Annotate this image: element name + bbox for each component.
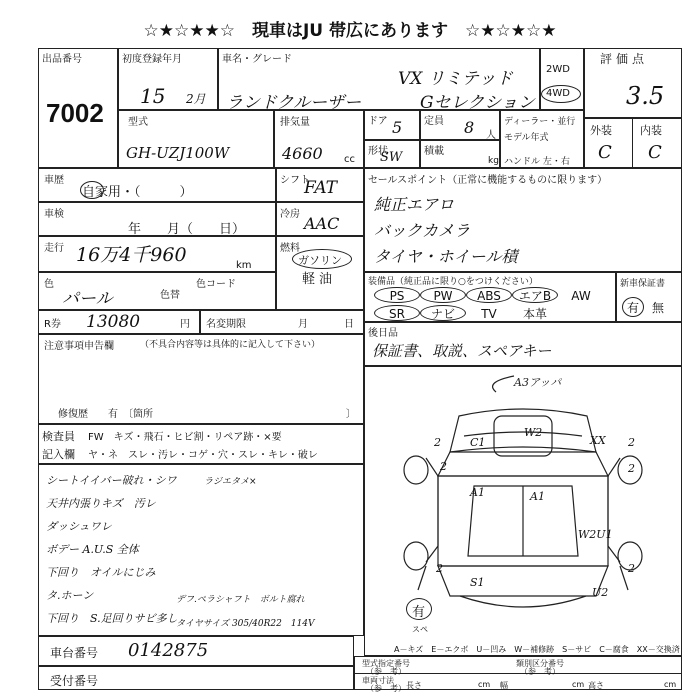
ha-sub: スペ <box>412 625 428 634</box>
displacement-unit: cc <box>344 154 355 165</box>
diagram-legend: A－キズ E－エクボ U－凹み W－補修跡 S－サビ C－腐食 XX－交換済 <box>394 645 680 654</box>
dealer-label: ディーラー・並行 <box>504 117 576 127</box>
title-change-month: 月 <box>298 319 308 330</box>
exterior-value: C <box>598 142 612 163</box>
damage-mark: 2 <box>628 562 635 575</box>
ac-value: AAC <box>304 214 340 233</box>
equipment-item: ABS <box>466 287 512 303</box>
damage-mark: W2 <box>524 426 543 439</box>
damage-mark: U2 <box>592 586 609 599</box>
warranty-label: 新車保証書 <box>620 279 666 289</box>
fuel-diesel: 軽油 <box>302 272 337 287</box>
chassis-value: 0142875 <box>128 640 209 661</box>
equipment-label: 装備品（純正品に限り○をつけください） <box>368 277 538 287</box>
selling-points-label: セールスポイント（正常に機能するものに限ります） <box>368 175 608 186</box>
inspection-label: 車検 <box>44 209 64 220</box>
damage-mark: C1 <box>470 436 486 449</box>
usage-value: 自家用・（ ） <box>82 185 193 200</box>
spec-number-label: 型式指定番号 <box>362 659 410 668</box>
color-repaint-label: 色替 <box>160 290 180 301</box>
remark-right-line: タイヤサイズ 305/40R22 114V <box>176 619 315 629</box>
fuel-gasoline: ガソリン <box>298 254 342 267</box>
inspector-label1: 検査員 <box>42 430 75 443</box>
drive-2wd: 2WD <box>546 64 570 75</box>
dimensions-ref: （参 考） <box>366 684 406 693</box>
ext-int-divider <box>632 118 633 168</box>
accessories-value: 保証書、取説、スペアキー <box>372 342 552 360</box>
capacity-label: 定員 <box>424 116 444 127</box>
recycle-value: 13080 <box>86 312 141 332</box>
damage-mark: A1 <box>530 490 545 503</box>
equipment-item: ナビ <box>420 305 466 321</box>
displacement-value: 4660 <box>282 144 323 163</box>
mileage-value: 16万4千960 <box>76 244 187 266</box>
repair-history: 修復歴 有 〔箇所 <box>58 409 153 420</box>
damage-mark: 2 <box>628 462 635 475</box>
mileage-unit: km <box>236 260 252 271</box>
capacity-value: 8 <box>464 118 475 137</box>
color-label: 色 <box>44 279 54 290</box>
lot-label: 出品番号 <box>42 54 82 65</box>
fuel-label: 燃料 <box>280 243 300 254</box>
equipment-item: AW <box>571 289 591 303</box>
height-unit: cm <box>664 680 677 689</box>
equipment-item: PW <box>420 287 466 303</box>
selling-point-3: タイヤ・ホイール積 <box>374 247 518 266</box>
reception-label: 受付番号 <box>50 674 99 688</box>
notes-sub: （不具合内容等は具体的に記入して下さい） <box>140 340 321 350</box>
remark-line: 下回り S.足回りサビ多し <box>46 612 178 625</box>
selling-point-2: バックカメラ <box>374 221 471 240</box>
category-label: 類別区分番号 <box>516 659 564 668</box>
first-reg-label: 初度登録年月 <box>122 54 182 65</box>
notes-label: 注意事項申告欄 <box>44 341 114 352</box>
damage-mark: A1 <box>470 486 485 499</box>
capacity-unit: 人 <box>486 130 496 141</box>
inspector-row1: FW キズ・飛石・ヒビ割・リペア跡・×要 <box>88 432 282 443</box>
equipment-items <box>374 287 614 323</box>
category-ref: （参 考） <box>520 667 560 676</box>
length-label: 長さ <box>406 681 422 690</box>
model-value: GH-UZJ100W <box>126 144 230 162</box>
damage-mark: W2U1 <box>578 528 613 541</box>
first-reg-month: 2月 <box>186 92 206 106</box>
ac-label: 冷房 <box>280 209 300 220</box>
load-unit: kg <box>488 156 499 166</box>
score-value: 3.5 <box>626 82 665 110</box>
handle-label: ハンドル 左・右 <box>504 157 570 167</box>
shape-value: SW <box>380 150 403 165</box>
remark-line: 下回り オイルにじみ <box>46 566 156 579</box>
remark-line: シートイイバー破れ・シワ <box>46 474 177 487</box>
shape-label: 形状 <box>368 146 388 157</box>
damage-mark: 2 <box>434 436 441 449</box>
inspector-row2: ヤ・ネ スレ・汚レ・コゲ・穴・スレ・キレ・破レ <box>88 450 318 461</box>
equipment-item: TV <box>481 307 497 321</box>
color-value: パール <box>62 289 113 309</box>
interior-label: 内装 <box>640 124 662 137</box>
shift-label: シフト <box>280 175 310 186</box>
mileage-label: 走行 <box>44 243 64 254</box>
displacement-label: 排気量 <box>280 117 310 128</box>
remark-line: ボデー A.U.S 全体 <box>46 543 139 556</box>
damage-mark: 2 <box>440 460 447 473</box>
doors-value: 5 <box>392 118 403 137</box>
damage-mark: XX <box>590 434 606 447</box>
warranty-yes: 有 <box>627 301 640 315</box>
car-name-label: 車名・グレード <box>222 54 292 65</box>
damage-mark: S1 <box>470 576 485 589</box>
width-label: 幅 <box>500 681 508 690</box>
accessories-label: 後日品 <box>368 328 398 339</box>
interior-value: C <box>648 142 662 163</box>
remark-line: ダッシュワレ <box>46 520 112 533</box>
exterior-label: 外装 <box>590 124 612 137</box>
chassis-label: 車台番号 <box>50 646 99 660</box>
remark-right-line: ラジエタメ× <box>204 477 257 487</box>
remark-line: タ.ホーン <box>46 589 94 602</box>
load-label: 積載 <box>424 146 444 157</box>
model-year-label: モデル年式 <box>504 133 549 143</box>
recycle-unit: 円 <box>180 319 190 330</box>
spec-number-ref: （参 考） <box>366 667 406 676</box>
banner: ☆★☆★★☆ 現車はJU 帯広にあります ☆★☆★☆★ <box>143 21 557 41</box>
damage-mark: 2 <box>628 436 635 449</box>
repair-close: 〕 <box>346 409 356 420</box>
warranty-no: 無 <box>652 301 665 315</box>
length-unit: cm <box>478 680 491 689</box>
doors-label: ドア <box>368 116 388 127</box>
color-code-label: 色コード <box>196 279 236 290</box>
equipment-item: SR <box>374 305 420 321</box>
ha-mark: 有 <box>412 605 426 620</box>
drive-4wd: 4WD <box>546 88 570 99</box>
model-label: 型式 <box>128 117 148 128</box>
car-name-value: ランドクルーザー <box>226 93 362 113</box>
usage-label: 車歴 <box>44 175 64 186</box>
height-label: 高さ <box>588 681 604 690</box>
equipment-item: 本革 <box>522 307 547 321</box>
grade-line2: Gセレクション <box>420 93 535 113</box>
score-label: 評価点 <box>600 52 649 66</box>
equipment-item: PS <box>374 287 420 303</box>
shift-value: FAT <box>304 178 338 198</box>
equipment-item: エアB <box>512 287 558 303</box>
remark-right-line: デフ.ペラシャフト ボルト腐れ <box>176 595 305 605</box>
dimensions-label: 車両寸法 <box>362 676 394 685</box>
inspection-value: 年 月（ 日） <box>128 222 246 237</box>
grade-line1: VX リミテッド <box>398 69 513 89</box>
first-reg-year: 15 <box>140 84 166 108</box>
damage-mark: 2 <box>436 562 443 575</box>
remark-line: 天井内張りキズ 汚レ <box>46 497 156 510</box>
title-change-label: 名変期限 <box>206 319 246 330</box>
title-change-day: 日 <box>344 319 354 330</box>
width-unit: cm <box>572 680 585 689</box>
inspector-label2: 記入欄 <box>42 448 75 461</box>
recycle-label: R券 <box>44 319 61 330</box>
diagram-top-label: A3アッパ <box>514 376 562 389</box>
selling-point-1: 純正エアロ <box>374 195 455 214</box>
lot-number: 7002 <box>46 98 104 128</box>
